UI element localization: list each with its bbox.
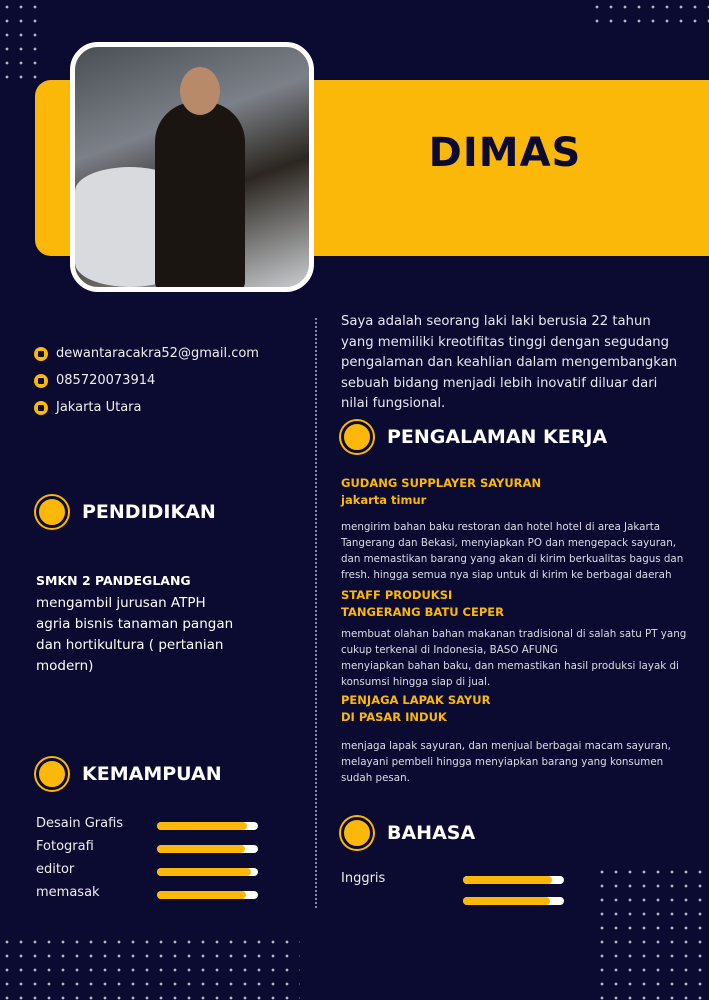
bullet-icon	[341, 421, 373, 453]
section-title: BAHASA	[387, 822, 476, 844]
section-title: PENGALAMAN KERJA	[387, 426, 608, 448]
skill-label: editor	[36, 862, 75, 877]
skill-label: Fotografi	[36, 839, 94, 854]
name-title: DIMAS	[428, 130, 582, 176]
bullet-icon	[36, 758, 68, 790]
skill-level-fill	[157, 891, 246, 899]
job-role: GUDANG SUPPLAYER SAYURAN	[341, 476, 542, 490]
skill-level-bar	[157, 891, 258, 899]
contact-phone	[34, 373, 155, 388]
bullet-icon	[36, 496, 68, 528]
decorative-dots	[595, 865, 709, 1000]
skills-heading	[36, 758, 222, 790]
education-heading	[36, 496, 216, 528]
profile-photo	[70, 42, 314, 292]
skill-level-bar	[157, 868, 258, 876]
job-place: DI PASAR INDUK	[341, 710, 447, 724]
email-text: dewantaracakra52@gmail.com	[56, 346, 259, 361]
language-level-bar	[463, 876, 564, 884]
bullet-icon	[341, 817, 373, 849]
experience-heading	[341, 421, 607, 453]
job-role: STAFF PRODUKSI	[341, 588, 453, 602]
skill-level-bar	[157, 845, 258, 853]
contact-email	[34, 346, 259, 361]
address-text: Jakarta Utara	[56, 400, 142, 415]
user-icon	[34, 374, 48, 388]
language-heading	[341, 817, 475, 849]
section-title: KEMAMPUAN	[82, 763, 222, 785]
education-desc: mengambil jurusan ATPH agria bisnis tanaman pangan dan hortikultura ( pertanian modern)	[36, 595, 234, 674]
job-desc: menjaga lapak sayuran, dan menjual berbagai macam sayuran, melayani pembeli hingga menyiapkan barang yang konsumen sudah pesan.	[341, 740, 671, 784]
skill-label: Desain Grafis	[36, 816, 124, 831]
divider	[315, 318, 317, 908]
job-desc: membuat olahan bahan makanan tradisional di salah satu PT yang cukup terkenal di Indonesia, BASO AFUNG menyiapkan bahan baku, dan memastikan hasil produksi layak di konsumsi hingga siap di jual.	[341, 628, 687, 688]
skill-level-bar	[157, 822, 258, 830]
decorative-dots	[0, 0, 40, 80]
mail-icon	[34, 347, 48, 361]
contact-address	[34, 400, 142, 415]
section-title: PENDIDIKAN	[82, 501, 216, 523]
job-place: jakarta timur	[341, 493, 427, 507]
skill-level-fill	[157, 822, 247, 830]
job-role: PENJAGA LAPAK SAYUR	[341, 693, 491, 707]
language-level-bar	[463, 897, 564, 905]
about-text: Saya adalah seorang laki laki berusia 22 tahun yang memiliki kreotifitas tinggi dengan segudang pengalaman dan keahlian dalam mengembangkan sebuah bidang menjadi lebih inovatif diluar dari nilai fungsional.	[341, 314, 678, 411]
decorative-dots	[590, 0, 709, 30]
skill-label: memasak	[36, 885, 100, 900]
phone-text: 085720073914	[56, 373, 156, 388]
experience-list	[341, 475, 691, 786]
decorative-dots	[0, 935, 300, 1000]
home-icon	[34, 401, 48, 415]
job-place: TANGERANG BATU CEPER	[341, 605, 504, 619]
language-label: Inggris	[341, 871, 386, 886]
job-desc: mengirim bahan baku restoran dan hotel hotel di area Jakarta Tangerang dan Bekasi, menyiapkan PO dan mengepack sayuran, dan memastikan barang yang akan di kirim berkualitas bagus dan fresh. hingga semua nya siap untuk di kirim ke berbagai daerah	[341, 521, 684, 581]
school-name: SMKN 2 PANDEGLANG	[36, 573, 191, 588]
skill-level-fill	[157, 845, 245, 853]
skill-level-fill	[157, 868, 251, 876]
